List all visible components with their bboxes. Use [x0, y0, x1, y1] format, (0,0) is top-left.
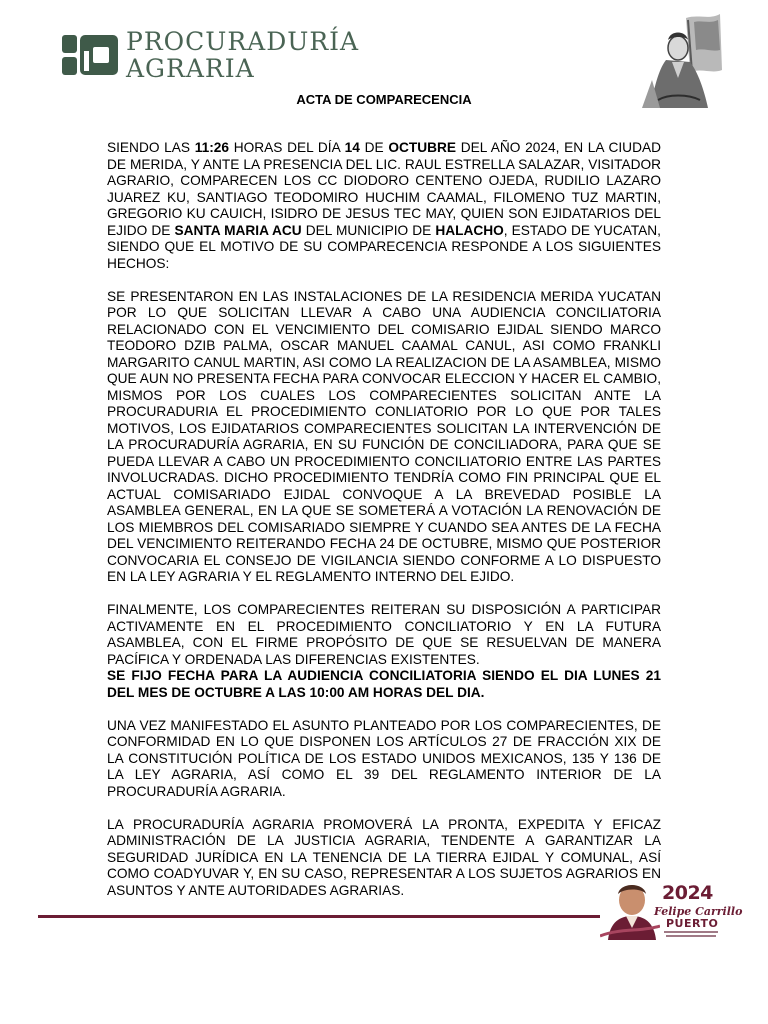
intro-bold-run: SANTA MARIA ACU	[174, 222, 302, 238]
paragraph-facts: SE PRESENTARON EN LAS INSTALACIONES DE LA RESIDENCIA MERIDA YUCATAN POR LO QUE SOLICITAN LLEVAR A CABO UNA AUDIENCIA CONCILIATORIA RELACIONADO CON EL VENCIMIENTO DEL COMISARIO EJIDAL SIENDO MARCO TEODORO DZIB PALMA, OSCAR MANUEL CAAMAL CANUL, ASI COMO FRANKLI MARGARITO CANUL MARTIN, ASI COMO LA REALIZACION DE LA ASAMBLEA, MISMO QUE AUN NO PRESENTA FECHA PARA CONVOCAR ELECCION Y HACER EL CAMBIO, MISMOS POR LOS CUALES LOS COMPARECIENTES SOLICITAN ANTE LA PROCURADURIA EL PROCEDIMIENTO CONLIATORIO POR LO QUE POR TALES MOTIVOS, LOS EJIDATARIOS COMPARECIENTES SOLICITAN LA INTERVENCIÓN DE LA PROCURADURÍA AGRARIA, EN SU FUNCIÓN DE CONCILIADORA, PARA QUE SE PUEDA LLEVAR A CABO UN PROCEDIMIENTO CONCILIATORIO ENTRE LAS PARTES INVOLUCRADAS. DICHO PROCEDIMIENTO TENDRÍA COMO FIN PRINCIPAL QUE EL ACTUAL COMISARIADO EJIDAL CONVOQUE A LA BREVEDAD POSIBLE LA ASAMBLEA GENERAL, EN LA QUE SE SOMETERÁ A VOTACIÓN LA RENOVACIÓN DE LOS MIEMBROS DEL COMISARIADO SIEMPRE Y CUANDO SEA ANTES DE LA FECHA DEL VENCIMIENTO REITERANDO FECHA 24 DE OCTUBRE, MISMO QUE POSTERIOR CONVOCARIA EL CONSEJO DE VIGILANCIA SIENDO CONFORME A LO DISPUESTO EN LA LEY AGRARIA Y EL REGLAMENTO INTERNO DEL EJIDO.	[107, 288, 661, 584]
footer-rule	[38, 915, 600, 918]
document-title: ACTA DE COMPARECENCIA	[296, 92, 472, 107]
badge-place: PUERTO	[666, 917, 719, 930]
portrait-badge-icon	[600, 876, 660, 940]
intro-text-run: DEL AÑO 2024, EN LA CIUDAD DE MERIDA, Y ANTE LA PRESENCIA DEL LIC. RAUL ESTRELLA SALAZAR, VISITADOR AGRARIO, COMPARECEN LOS CC DIODORO CENTENO OJEDA, RUDILIO LAZARO JUAREZ KU, SANTIAGO TEODOMIRO HUCHIM CAAMAL, FILOMENO TUZ MARTIN, GREGORIO KU CAUICH, ISIDRO DE JESUS TEC MAY, QUIEN SON EJIDATARIOS DEL EJIDO DE	[107, 140, 661, 238]
document-body	[107, 140, 661, 899]
badge-year: 2024	[662, 882, 713, 904]
footer-badge	[600, 876, 743, 946]
intro-bold-run: HALACHO	[435, 222, 504, 238]
paragraph-intro	[107, 140, 661, 272]
intro-text-run: HORAS DEL DÍA	[229, 140, 345, 155]
logo-line-2: AGRARIA	[126, 54, 255, 83]
intro-text-run: , ESTADO DE YUCATAN, SIENDO QUE EL MOTIVO DE SU COMPARECENCIA RESPONDE A LOS SIGUIENTES HECHOS:	[107, 222, 661, 271]
intro-bold-run: 11:26	[194, 140, 230, 155]
intro-text-run: DE	[359, 140, 389, 155]
procuraduria-agraria-logo	[62, 27, 372, 83]
badge-caption-line-2	[666, 935, 716, 937]
intro-bold-run: OCTUBRE	[388, 140, 457, 155]
badge-name: Felipe Carrillo	[654, 905, 743, 918]
intro-text-run: DEL MUNICIPIO DE	[301, 222, 436, 238]
logo-line-1: PROCURADURÍA	[126, 27, 360, 56]
intro-text-run: SIENDO LAS	[107, 140, 195, 155]
paragraph-legal-basis: UNA VEZ MANIFESTADO EL ASUNTO PLANTEADO POR LOS COMPARECIENTES, DE CONFORMIDAD EN LO QUE DISPONEN LOS ARTÍCULOS 27 DE FRACCIÓN XIX DE LA CONSTITUCIÓN POLÍTICA DE LOS ESTADO UNIDOS MEXICANOS, 135 Y 136 DE LA LEY AGRARIA, ASÍ COMO EL 39 DEL REGLAMENTO INTERIOR DE LA PROCURADURÍA AGRARIA.	[107, 717, 661, 799]
paragraph-conclusion: FINALMENTE, LOS COMPARECIENTES REITERAN SU DISPOSICIÓN A PARTICIPAR ACTIVAMENTE EN EL PROCEDIMIENTO CONCILIATORIO Y EN LA FUTURA ASAMBLEA, CON EL FIRME PROPÓSITO DE QUE SE RESUELVAN DE MANERA PACÍFICA Y ORDENADA LAS DIFERENCIAS EXISTENTES.	[107, 602, 661, 667]
procuraduria-logo-icon	[62, 31, 120, 79]
hearing-date-bold: SE FIJO FECHA PARA LA AUDIENCIA CONCILIATORIA SIENDO EL DIA LUNES 21 DEL MES DE OCTUBRE A LAS 10:00 AM HORAS DEL DIA.	[107, 668, 661, 700]
paragraph-mission: LA PROCURADURÍA AGRARIA PROMOVERÁ LA PRONTA, EXPEDITA Y EFICAZ ADMINISTRACIÓN DE LA JUSTICIA AGRARIA, TENDENTE A GARANTIZAR LA SEGURIDAD JURÍDICA EN LA TENENCIA DE LA TIERRA EJIDAL Y COMUNAL, ASÍ COMO COADYUVAR Y, EN SU CASO, REPRESENTAR A LOS SUJETOS AGRARIOS EN ASUNTOS Y ANTE AUTORIDADES AGRARIAS.	[107, 816, 661, 898]
paragraph-hearing-date	[107, 668, 661, 701]
badge-caption-line	[664, 931, 718, 933]
intro-bold-run: 14	[344, 140, 360, 155]
